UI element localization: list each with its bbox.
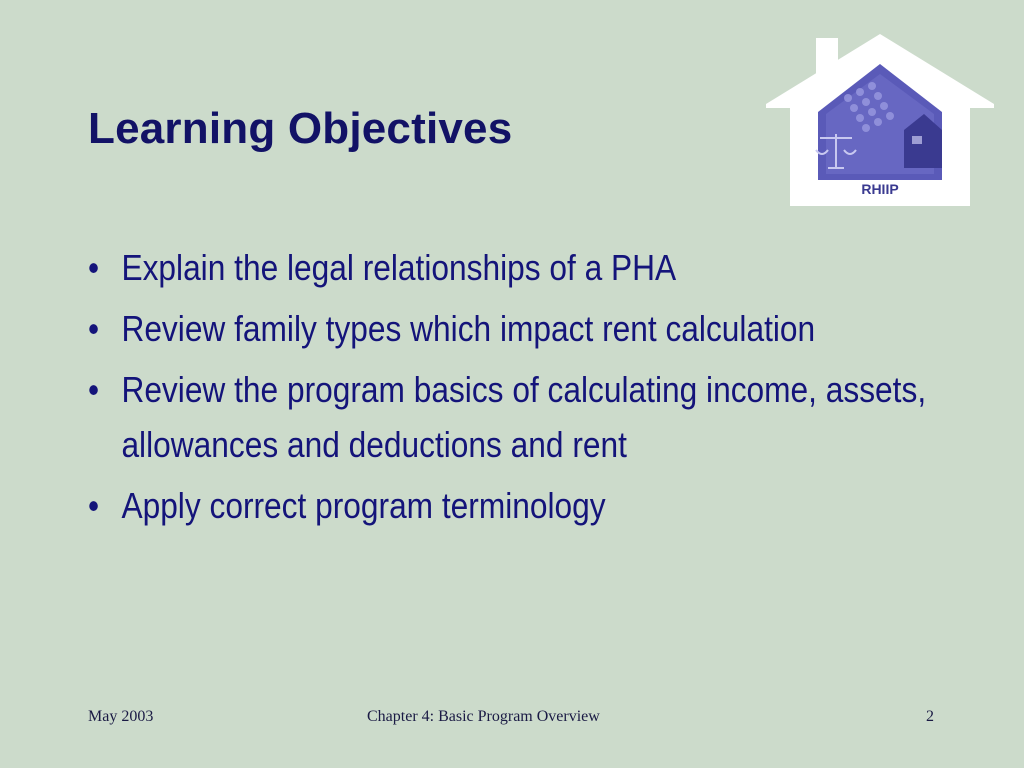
bullet-text: Apply correct program terminology (121, 485, 606, 526)
footer-page-number: 2 (926, 708, 934, 725)
bullet-item (88, 478, 962, 533)
bullet-text: Review the program basics of calculating income, assets, allowances and deductions and rent (121, 369, 927, 465)
bullet-list (88, 240, 928, 539)
slide-title: Learning Objectives (88, 104, 513, 153)
house-logo-icon (766, 34, 994, 206)
bullet-glyph: • (88, 485, 100, 526)
bullet-glyph: • (88, 247, 100, 288)
bullet-text: Explain the legal relationships of a PHA (121, 247, 677, 288)
bullet-glyph: • (88, 369, 100, 410)
footer-date: May 2003 (88, 708, 154, 725)
bullet-item (88, 362, 962, 472)
bullet-text: Review family types which impact rent calculation (121, 308, 816, 349)
bullet-item (88, 301, 962, 356)
footer-chapter: Chapter 4: Basic Program Overview (367, 708, 600, 725)
logo-text: RHIIP (861, 181, 899, 197)
bullet-glyph: • (88, 308, 100, 349)
bullet-item (88, 240, 962, 295)
